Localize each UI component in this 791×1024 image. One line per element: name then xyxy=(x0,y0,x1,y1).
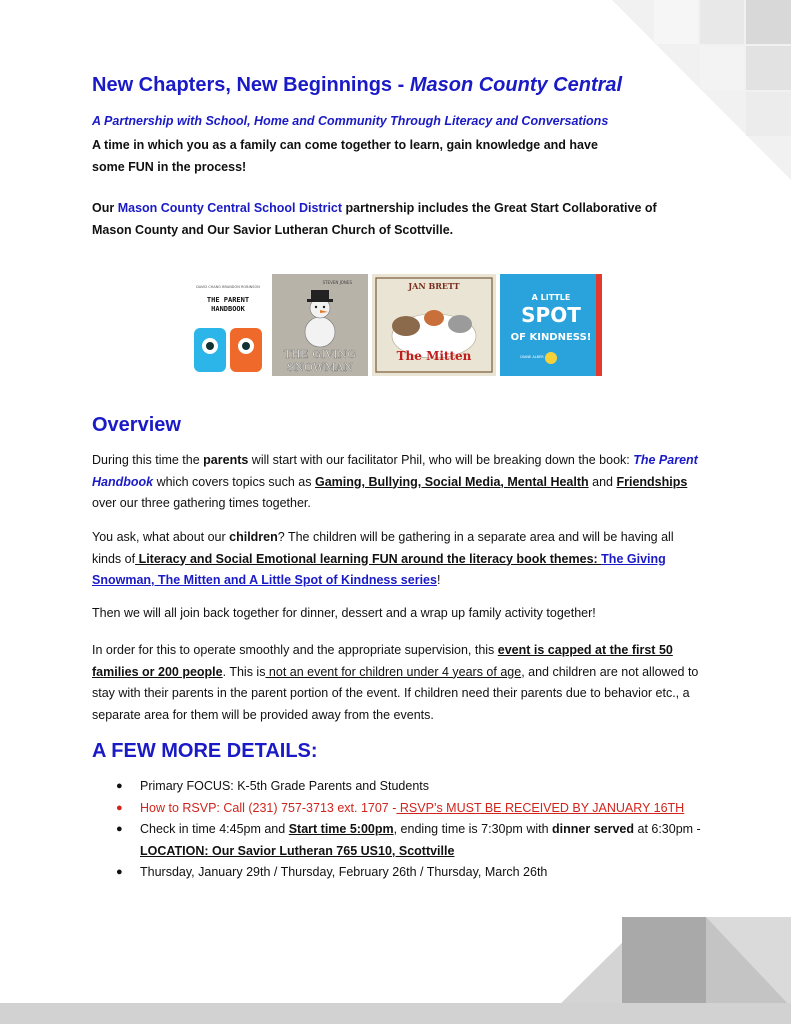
bullet-icon: ● xyxy=(116,866,123,878)
p4-text-c: , and children are not allowed to stay with their parents in the parent portion of the event. If children need their parents due to behavior etc., a separate area for them will be provided away from the events. xyxy=(92,664,699,722)
p1-friendships: Friendships xyxy=(616,474,688,489)
item3-text-b: , ending time is 7:30pm with xyxy=(393,822,553,836)
page-title xyxy=(92,74,622,97)
p1-parents: parents xyxy=(203,453,249,467)
p2-text-c: ! xyxy=(436,573,441,587)
overview-paragraph-children xyxy=(92,527,700,592)
book4-line3: OF KINDNESS! xyxy=(510,332,592,343)
intro-text: A time in which you as a family can come together to learn, gain knowledge and have some FUN in the process! xyxy=(92,138,598,174)
p1-book-title: The Parent Handbook xyxy=(92,453,698,489)
book1-authors: DAVID CHANG BRANDON ROBINSON xyxy=(196,285,260,289)
book4-line2: SPOT xyxy=(521,303,581,327)
p4-capacity-limit: event is capped at the first 50 families or 200 people xyxy=(92,643,673,679)
details-list xyxy=(116,776,701,884)
item2-deadline: RSVP’s MUST BE RECEIVED BY JANUARY 16TH xyxy=(396,800,685,815)
bullet-icon: ● xyxy=(116,801,123,814)
book3-title: The Mitten xyxy=(396,349,472,363)
p1-text-a: During this time the xyxy=(92,453,204,467)
item3-location: LOCATION: Our Savior Lutheran 765 US10, Scottville xyxy=(140,843,455,858)
p1-text-d: and xyxy=(588,474,617,489)
overview-paragraph-parents xyxy=(92,450,700,515)
item4-text: Thursday, January 29th / Thursday, February 26th / Thursday, March 26th xyxy=(140,865,548,879)
partnership-rest: partnership includes the Great Start Collaborative of Mason County and Our Savior Lutheran Church of Scottville. xyxy=(92,201,657,237)
item1-text: Primary FOCUS: K-5th Grade Parents and Students xyxy=(140,779,430,793)
p4-age-limit: not an event for children under 4 years of age xyxy=(265,664,522,679)
title-school-name: Mason County Central xyxy=(409,74,623,96)
subtitle: A Partnership with School, Home and Community Through Literacy and Conversations xyxy=(92,114,609,128)
item2-text-a: How to RSVP: Call (231) 757-3713 ext. 1707 - xyxy=(140,800,397,815)
item3-start-time: Start time 5:00pm xyxy=(288,822,394,836)
p2-book-themes: The Giving Snowman, The Mitten and A Little Spot of Kindness series xyxy=(92,551,666,587)
p2-text-b: ? The children will be gathering in a separate area and will be having all kinds of xyxy=(92,530,674,566)
overview-heading: Overview xyxy=(92,414,181,436)
bullet-icon: ● xyxy=(116,823,123,835)
book2-title-line2: SNOWMAN xyxy=(286,361,354,374)
partnership-paragraph xyxy=(92,197,692,241)
item3-text-a: Check in time 4:45pm and xyxy=(140,822,289,836)
details-item-times xyxy=(116,819,701,862)
details-item-dates xyxy=(116,862,701,884)
overview-paragraph-dinner: Then we will all join back together for dinner, dessert and a wrap up family activity together! xyxy=(92,606,596,620)
book-cover-giving-snowman xyxy=(272,274,368,376)
book4-author: DIANE ALBER xyxy=(520,355,544,359)
p4-text-a: In order for this to operate smoothly and the appropriate supervision, this xyxy=(92,643,498,657)
book1-title-line2: HANDBOOK xyxy=(211,305,245,313)
p2-literacy-fun: Literacy and Social Emotional learning FUN around the literacy book themes: xyxy=(135,551,602,566)
bottom-gray-band xyxy=(0,1003,791,1024)
details-heading: A FEW MORE DETAILS: xyxy=(92,740,318,762)
p1-text-e: over our three gathering times together. xyxy=(92,496,311,510)
book2-author: STEVEN JONES xyxy=(322,280,352,285)
title-main: New Chapters, New Beginnings - xyxy=(92,74,410,96)
district-name: Mason County Central School District xyxy=(117,201,343,215)
top-right-corner-decoration xyxy=(600,0,791,180)
p1-text-b: will start with our facilitator Phil, who will be breaking down the book: xyxy=(248,453,634,467)
partnership-lead: Our xyxy=(92,201,118,215)
p1-topics: Gaming, Bullying, Social Media, Mental Health xyxy=(314,474,589,489)
details-item-rsvp xyxy=(116,798,701,820)
book-cover-parent-handbook xyxy=(188,274,268,376)
book-cover-the-mitten xyxy=(372,274,496,376)
book4-line1: A LITTLE xyxy=(531,293,571,302)
bullet-icon: ● xyxy=(116,780,123,792)
overview-paragraph-capacity xyxy=(92,640,700,726)
p1-text-c: which covers topics such as xyxy=(153,474,315,489)
book-cover-little-spot-of-kindness xyxy=(500,274,602,376)
book2-title-line1: THE GIVING xyxy=(283,348,357,361)
p2-text-a: You ask, what about our xyxy=(92,530,230,544)
item3-dinner: dinner served xyxy=(552,822,635,836)
item3-text-c: at 6:30pm - xyxy=(634,822,701,836)
book3-author: JAN BRETT xyxy=(408,281,460,291)
book1-title-line1: THE PARENT xyxy=(206,296,250,304)
details-item-focus xyxy=(116,776,701,798)
p4-text-b: . This is xyxy=(222,664,266,679)
p2-children: children xyxy=(229,530,278,544)
